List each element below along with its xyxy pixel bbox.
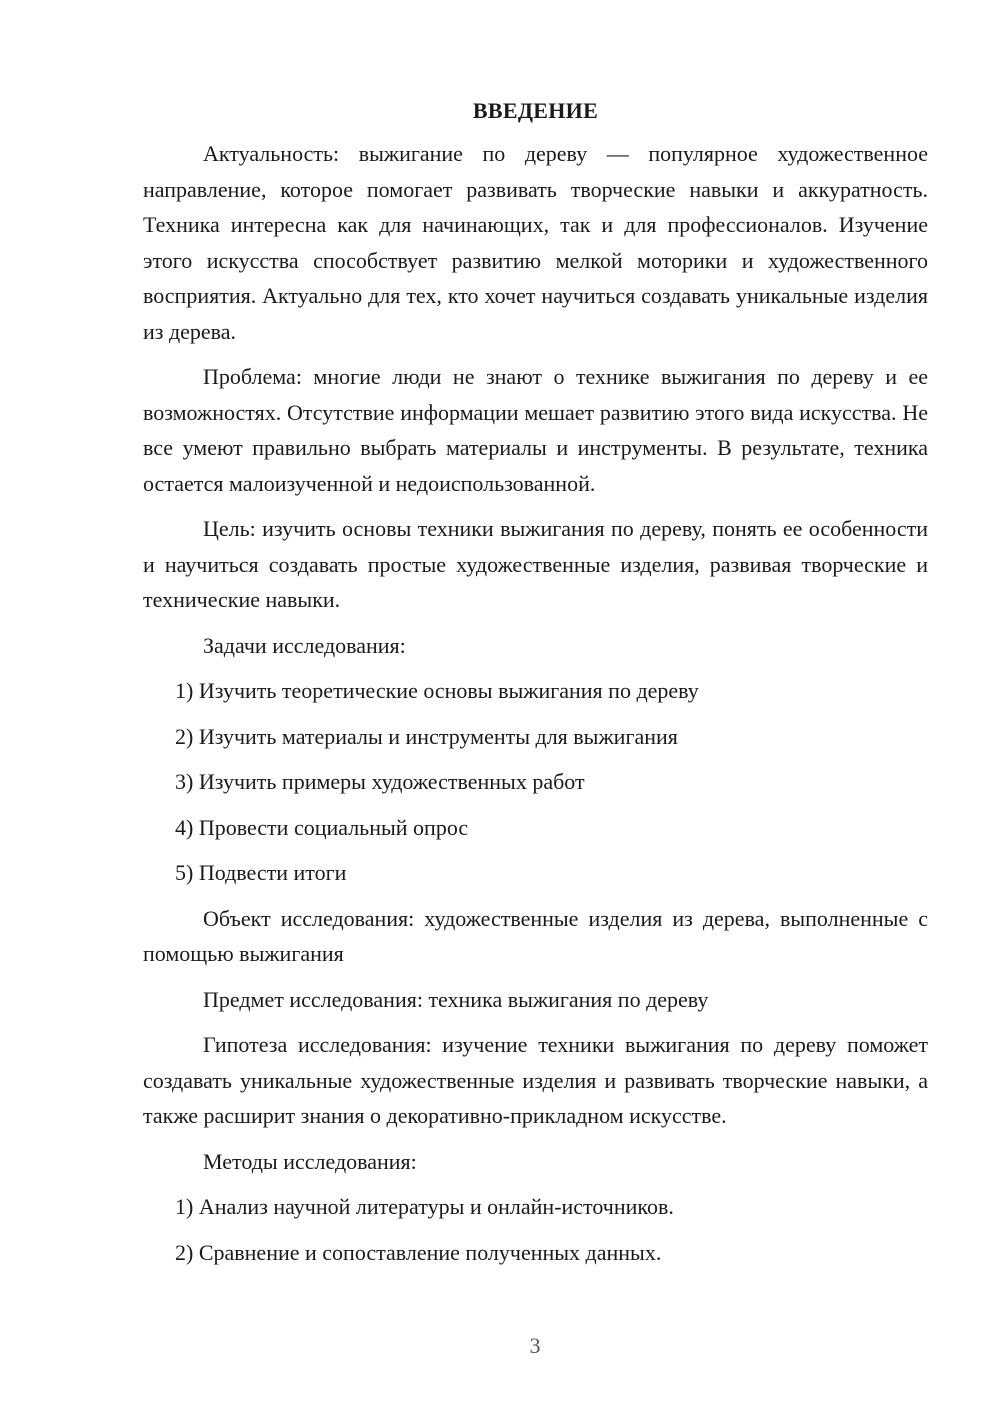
task-item-4: 4) Провести социальный опрос bbox=[175, 814, 469, 840]
task-item-5: 5) Подвести итоги bbox=[175, 860, 347, 885]
hypothesis-paragraph: Гипотеза исследования: изучение техники выжигания по дереву поможет создавать уникальные художественные изделия и развивать творческие навыки, а также расширит знания о декоративно-прикладном искусстве. bbox=[143, 1032, 928, 1128]
method-item-1: 1) Анализ научной литературы и онлайн-источников. bbox=[175, 1194, 674, 1219]
task-item-2: 2) Изучить материалы и инструменты для выжигания bbox=[175, 723, 678, 749]
goal-paragraph: Цель: изучить основы техники выжигания по дереву, понять ее особенности и научиться создавать простые художественные изделия, развивая творческие и технические навыки. bbox=[143, 516, 928, 612]
object-paragraph: Объект исследования: художественные изделия из дерева, выполненные с помощью выжигания bbox=[143, 905, 928, 966]
subject-paragraph: Предмет исследования: техника выжигания по дереву bbox=[203, 986, 709, 1012]
task-item-1: 1) Изучить теоретические основы выжигания по дереву bbox=[175, 678, 699, 703]
task-item-3: 3) Изучить примеры художественных работ bbox=[175, 769, 585, 794]
page-number: 3 bbox=[529, 1333, 541, 1358]
methods-label: Методы исследования: bbox=[203, 1148, 417, 1174]
method-item-2: 2) Сравнение и сопоставление полученных данных. bbox=[175, 1239, 662, 1265]
document-page bbox=[143, 96, 928, 1280]
relevance-paragraph: Актуальность: выжигание по дереву — популярное художественное направление, которое помогает развивать творческие навыки и аккуратность. Техника интересна как для начинающих, так и для профессионалов. Изучение этого искусства способствует развитию мелкой моторики и художественного восприятия. Актуально для тех, кто хочет научиться создавать уникальные изделия из дерева. bbox=[143, 141, 928, 344]
page-title: ВВЕДЕНИЕ bbox=[472, 98, 599, 123]
methods-list bbox=[143, 1189, 928, 1270]
tasks-label: Задачи исследования: bbox=[203, 632, 406, 658]
tasks-list bbox=[143, 673, 928, 891]
problem-paragraph: Проблема: многие люди не знают о технике выжигания по дереву и ее возможностях. Отсутствие информации мешает развитию этого вида искусства. Не все умеют правильно выбрать материалы и инструменты. В результате, техника остается малоизученной и недоиспользованной. bbox=[143, 364, 928, 496]
